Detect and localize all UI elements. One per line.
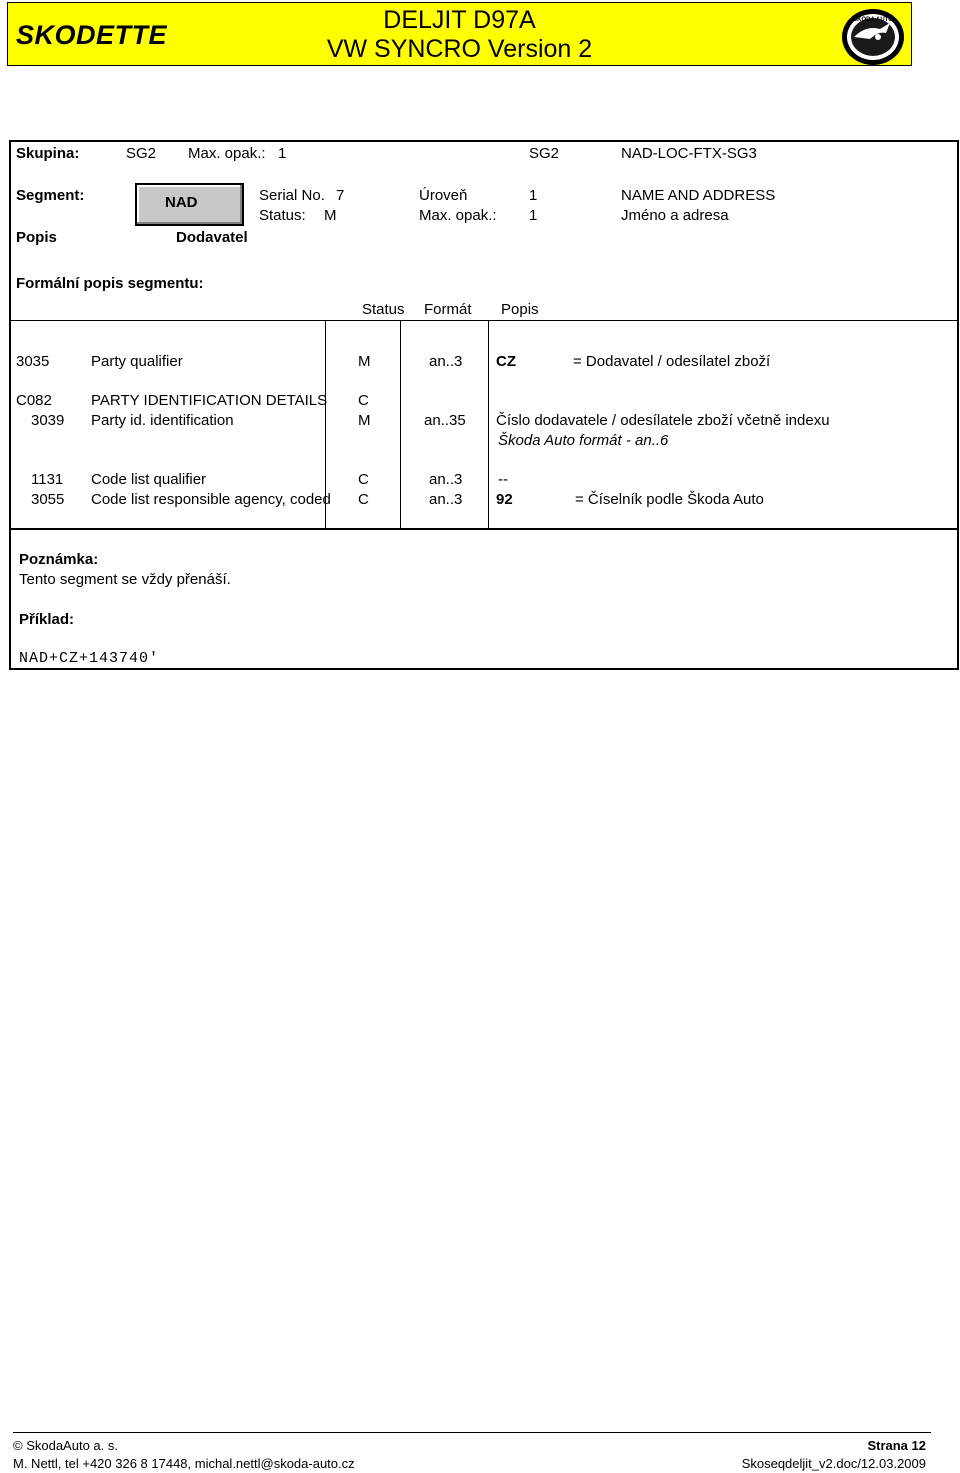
row-format: an..3 bbox=[429, 491, 463, 508]
group-description: NAD-LOC-FTX-SG3 bbox=[621, 145, 757, 162]
logo-text: ŠKODA AUTO bbox=[853, 17, 893, 23]
popis-value: Dodavatel bbox=[176, 229, 248, 246]
example-code: NAD+CZ+143740' bbox=[19, 650, 160, 667]
document-subtitle: VW SYNCRO Version 2 bbox=[326, 35, 593, 63]
serial-value: 7 bbox=[336, 187, 345, 204]
group-maxrep: 1 bbox=[278, 145, 287, 162]
row-name: Party qualifier bbox=[91, 353, 183, 370]
group-label: Skupina: bbox=[16, 145, 80, 162]
note-frame bbox=[9, 530, 959, 670]
row-format: an..3 bbox=[429, 353, 463, 370]
group-id: SG2 bbox=[126, 145, 157, 162]
segment-tag: NAD bbox=[165, 194, 198, 211]
status-label: Status: bbox=[259, 207, 306, 224]
col-divider-3 bbox=[488, 320, 489, 530]
note-label: Poznámka: bbox=[19, 551, 99, 568]
segment-maxrep-label: Max. opak.: bbox=[419, 207, 497, 224]
row-desc: = Číselník podle Škoda Auto bbox=[575, 491, 764, 508]
row-name: Code list responsible agency, coded bbox=[91, 491, 331, 508]
row-desc: Číslo dodavatele / odesílatele zboží včetně indexu bbox=[496, 412, 830, 429]
row-format: an..3 bbox=[429, 471, 463, 488]
serial-label: Serial No. bbox=[259, 187, 325, 204]
row-status: C bbox=[358, 491, 369, 508]
formal-heading: Formální popis segmentu: bbox=[16, 275, 204, 292]
footer-page: Strana 12 bbox=[867, 1438, 926, 1453]
row-code: C082 bbox=[16, 392, 52, 409]
row-value: CZ bbox=[496, 353, 516, 370]
row-code: 3035 bbox=[16, 353, 50, 370]
segment-tag-box bbox=[135, 183, 244, 226]
row-name: Party id. identification bbox=[91, 412, 234, 429]
row-code: 3055 bbox=[31, 491, 65, 508]
row-name: Code list qualifier bbox=[91, 471, 207, 488]
segment-label: Segment: bbox=[16, 187, 85, 204]
row-status: C bbox=[358, 392, 369, 409]
group-id-right: SG2 bbox=[529, 145, 560, 162]
row-desc: = Dodavatel / odesílatel zboží bbox=[573, 353, 771, 370]
row-value: 92 bbox=[496, 491, 513, 508]
level-value: 1 bbox=[529, 187, 538, 204]
col-status-header: Status bbox=[362, 301, 405, 318]
row-desc-note: Škoda Auto formát - an..6 bbox=[498, 432, 669, 449]
col-divider-2 bbox=[400, 320, 401, 530]
row-code: 3039 bbox=[31, 412, 65, 429]
col-popis-header: Popis bbox=[501, 301, 539, 318]
brand-name: SKODETTE bbox=[16, 20, 168, 50]
example-label: Příklad: bbox=[19, 611, 75, 628]
status-value: M bbox=[324, 207, 337, 224]
level-label: Úroveň bbox=[419, 187, 468, 204]
popis-label: Popis bbox=[16, 229, 57, 246]
note-text: Tento segment se vždy přenáší. bbox=[19, 571, 231, 588]
row-value: -- bbox=[498, 471, 508, 488]
footer-contact: M. Nettl, tel +420 326 8 17448, michal.nettl@skoda-auto.cz bbox=[13, 1456, 355, 1471]
group-maxrep-label: Max. opak.: bbox=[188, 145, 266, 162]
row-code: 1131 bbox=[31, 471, 64, 488]
footer-copyright: © SkodaAuto a. s. bbox=[13, 1438, 118, 1453]
col-format-header: Formát bbox=[424, 301, 472, 318]
table-top-rule bbox=[11, 320, 957, 321]
row-status: M bbox=[358, 412, 371, 429]
footer-file: Skoseqdeljit_v2.doc/12.03.2009 bbox=[741, 1456, 926, 1471]
row-status: M bbox=[358, 353, 371, 370]
footer-rule bbox=[13, 1432, 931, 1433]
row-status: C bbox=[358, 471, 369, 488]
row-format: an..35 bbox=[424, 412, 466, 429]
document-title: DELJIT D97A bbox=[383, 6, 536, 34]
segment-maxrep: 1 bbox=[529, 207, 538, 224]
header-banner bbox=[7, 2, 912, 66]
row-name: PARTY IDENTIFICATION DETAILS bbox=[91, 392, 328, 409]
skoda-logo-icon bbox=[840, 7, 906, 67]
segment-name-cz: Jméno a adresa bbox=[621, 207, 729, 224]
segment-name-en: NAME AND ADDRESS bbox=[621, 187, 776, 204]
